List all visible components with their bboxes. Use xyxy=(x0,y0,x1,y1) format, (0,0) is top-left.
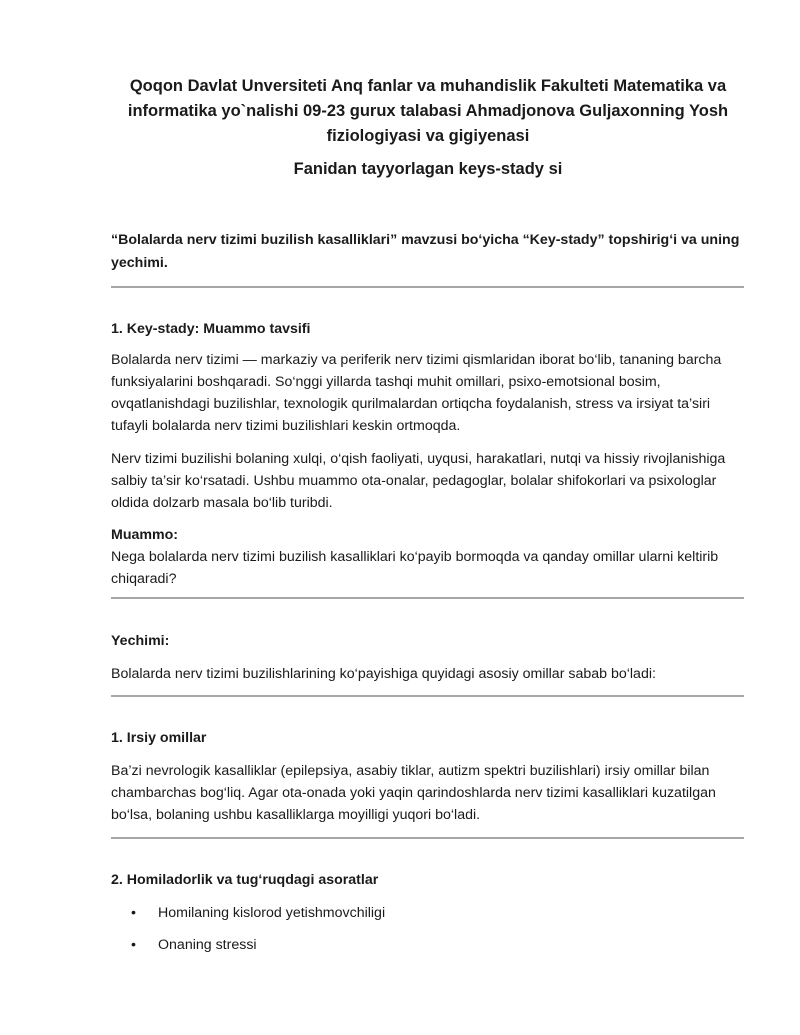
document-title: Qoqon Davlat Unversiteti Anq fanlar va muhandislik Fakulteti Matematika va informatika yo`nalishi 09-23 gurux talabasi Ahmadjonova Guljaxonning Yosh fiziologiyasi va gigiyenasi xyxy=(127,77,729,145)
list-item xyxy=(111,903,744,924)
bullet-icon: • xyxy=(131,905,136,921)
divider xyxy=(111,597,744,599)
solution-intro: Bolalarda nerv tizimi buzilishlarining ko‘payishiga quyidagi asosiy omillar sabab bo‘ladi: xyxy=(111,666,656,682)
list-item xyxy=(111,935,744,956)
factor-list-pregnancy xyxy=(111,903,744,956)
bullet-icon: • xyxy=(131,937,136,953)
factor-heading-heredity: 1. Irsiy omillar xyxy=(111,730,207,746)
divider xyxy=(111,286,744,288)
factor-text-heredity: Ba’zi nevrologik kasalliklar (epilepsiya, asabiy tiklar, autizm spektri buzilishlari) irsiy omillar bilan chambarchas bog‘liq. Agar ota-onada yoki yaqin qarindoshlarda nerv tizimi kasalliklari kuzatilgan bo‘lsa, bolaning ushbu kasalliklarga moyilligi yuqori bo‘ladi. xyxy=(111,763,716,823)
problem-label: Muammo: xyxy=(111,527,178,543)
divider xyxy=(111,695,744,697)
list-item-text: Homilaning kislorod yetishmovchiligi xyxy=(158,905,386,921)
solution-heading: Yechimi: xyxy=(111,633,170,649)
divider xyxy=(111,837,744,839)
problem-question: Nega bolalarda nerv tizimi buzilish kasalliklari ko‘payib bormoqda va qanday omillar ularni keltirib chiqaradi? xyxy=(111,549,719,587)
topic-statement: “Bolalarda nerv tizimi buzilish kasalliklari” mavzusi bo‘yicha “Key-stady” topshirig‘i va uning yechimi. xyxy=(111,232,740,271)
document-subtitle: Fanidan tayyorlagan keys-stady si xyxy=(293,160,563,178)
list-item-text: Onaning stressi xyxy=(158,937,257,953)
paragraph-intro: Bolalarda nerv tizimi — markaziy va periferik nerv tizimi qismlaridan iborat bo‘lib, tananing barcha funksiyalarini boshqaradi. So‘nggi yillarda tashqi muhit omillari, psixo-emotsional bosim, ovqatlanishdagi buzilishlar, texnologik qurilmalardan ortiqcha foydalanish, stress va irsiyat ta’siri tufayli bolalarda nerv tizimi buzilishlari keskin ortmoqda. xyxy=(111,352,722,434)
section-heading-problem: 1. Key-stady: Muammo tavsifi xyxy=(111,321,311,337)
paragraph-impact: Nerv tizimi buzilishi bolaning xulqi, o‘qish faoliyati, uyqusi, harakatlari, nutqi va hissiy rivojlanishiga salbiy ta’sir ko‘rsatadi. Ushbu muammo ota-onalar, pedagoglar, bolalar shifokorlari va psixologlar oldida dolzarb masala bo‘lib turibdi. xyxy=(111,451,726,511)
factor-heading-pregnancy: 2. Homiladorlik va tug‘ruqdagi asoratlar xyxy=(111,872,379,888)
